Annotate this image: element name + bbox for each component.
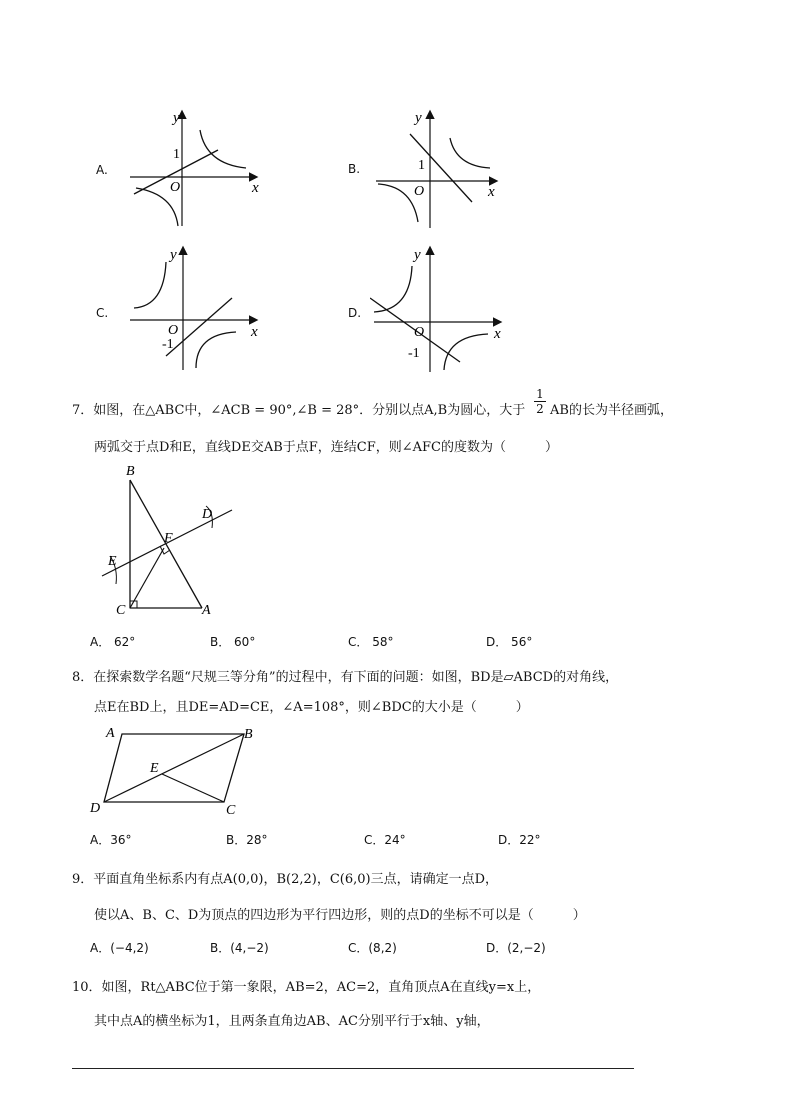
diagonal-bd <box>104 734 244 802</box>
origin-label: O <box>170 180 181 195</box>
q7-figure <box>96 460 246 620</box>
intercept-label: -1 <box>162 337 174 352</box>
q10-text-line2: 其中点A的横坐标为1，且两条直角边AB、AC分别平行于x轴、y轴， <box>94 1014 490 1029</box>
x-label: x <box>251 324 258 340</box>
footer-rule <box>72 1068 634 1069</box>
q8-option-b: B．28° <box>226 833 268 847</box>
q7-option-b: B． 60° <box>210 635 256 649</box>
q7-option-a: A． 62° <box>90 635 136 649</box>
q9-option-d: D．(2,−2) <box>486 941 546 955</box>
q8-option-c: C．24° <box>364 833 406 847</box>
point-c-label: C <box>116 603 126 618</box>
intercept-label: -1 <box>408 346 420 361</box>
q8-option-d: D．22° <box>498 833 541 847</box>
x-label: x <box>488 184 495 200</box>
q10-text-line1: 10．如图，Rt△ABC位于第一象限，AB=2，AC=2，直角顶点A在直线y=x上， <box>72 980 541 995</box>
option-b-label: B. <box>348 162 361 176</box>
option-a-label: A. <box>96 163 108 177</box>
point-a-label: A <box>106 726 115 741</box>
point-a-label: A <box>202 603 211 618</box>
hyperbola-branch <box>444 334 488 370</box>
q7-text-line1: 7．如图，在△ABC中，∠ACB = 90°,∠B = 28°．分别以点A,B为圆心，大于 <box>72 403 526 418</box>
origin-label: O <box>168 323 179 338</box>
y-label: y <box>414 247 421 263</box>
point-c-label: C <box>226 803 236 818</box>
x-label: x <box>494 326 501 342</box>
q7-text-line1-end: AB的长为半径画弧， <box>550 403 673 418</box>
y-label: y <box>173 110 180 126</box>
q9-text-line2: 使以A、B、C、D为顶点的四边形为平行四边形，则的点D的坐标不可以是（ ） <box>94 908 586 923</box>
point-f-label: F <box>164 531 173 546</box>
option-d-label: D. <box>348 306 362 320</box>
hyperbola-branch <box>196 332 236 368</box>
q9-option-b: B．(4,−2) <box>210 941 269 955</box>
point-d-label: D <box>202 507 213 522</box>
hyperbola-branch <box>134 262 166 308</box>
graph-option-a <box>126 104 266 234</box>
q9-option-c: C．(8,2) <box>348 941 397 955</box>
point-e-label: E <box>150 761 159 776</box>
point-d-label: D <box>90 801 101 816</box>
segment-cf <box>130 548 164 608</box>
hyperbola-branch <box>450 138 490 168</box>
q8-text-line1: 8．在探索数学名题“尺规三等分角”的过程中，有下面的问题：如图，BD是▱ABCD的对角线， <box>72 670 619 685</box>
q7-option-c: C． 58° <box>348 635 394 649</box>
q8-figure <box>84 720 274 820</box>
q7-text-line2: 两弧交于点D和E，直线DE交AB于点F，连结CF，则∠AFC的度数为（ ） <box>94 440 559 455</box>
origin-label: O <box>414 325 425 340</box>
q9-option-a: A．(−4,2) <box>90 941 149 955</box>
y-label: y <box>415 110 422 126</box>
hyperbola-branch <box>200 130 246 168</box>
intercept-label: 1 <box>173 147 180 162</box>
graph-option-c <box>126 240 266 375</box>
q7-option-d: D． 56° <box>486 635 533 649</box>
fraction-one-half <box>534 388 546 416</box>
option-c-label: C. <box>96 306 109 320</box>
graph-option-d <box>370 240 510 375</box>
graph-option-b <box>372 104 512 234</box>
segment-ec <box>162 774 224 802</box>
q8-option-a: A．36° <box>90 833 132 847</box>
x-label: x <box>252 180 259 196</box>
point-e-label: E <box>108 554 117 569</box>
q9-text-line1: 9．平面直角坐标系内有点A(0,0)，B(2,2)，C(6,0)三点，请确定一点D， <box>72 872 499 887</box>
hyperbola-branch <box>378 184 418 222</box>
point-b-label: B <box>126 464 135 479</box>
fraction-numerator: 1 <box>534 388 546 402</box>
origin-label: O <box>414 184 425 199</box>
q8-text-line2: 点E在BD上，且DE=AD=CE，∠A=108°，则∠BDC的大小是（ ） <box>94 700 529 715</box>
intercept-label: 1 <box>418 158 425 173</box>
y-label: y <box>170 247 177 263</box>
point-b-label: B <box>244 727 253 742</box>
fraction-denominator: 2 <box>536 402 544 416</box>
